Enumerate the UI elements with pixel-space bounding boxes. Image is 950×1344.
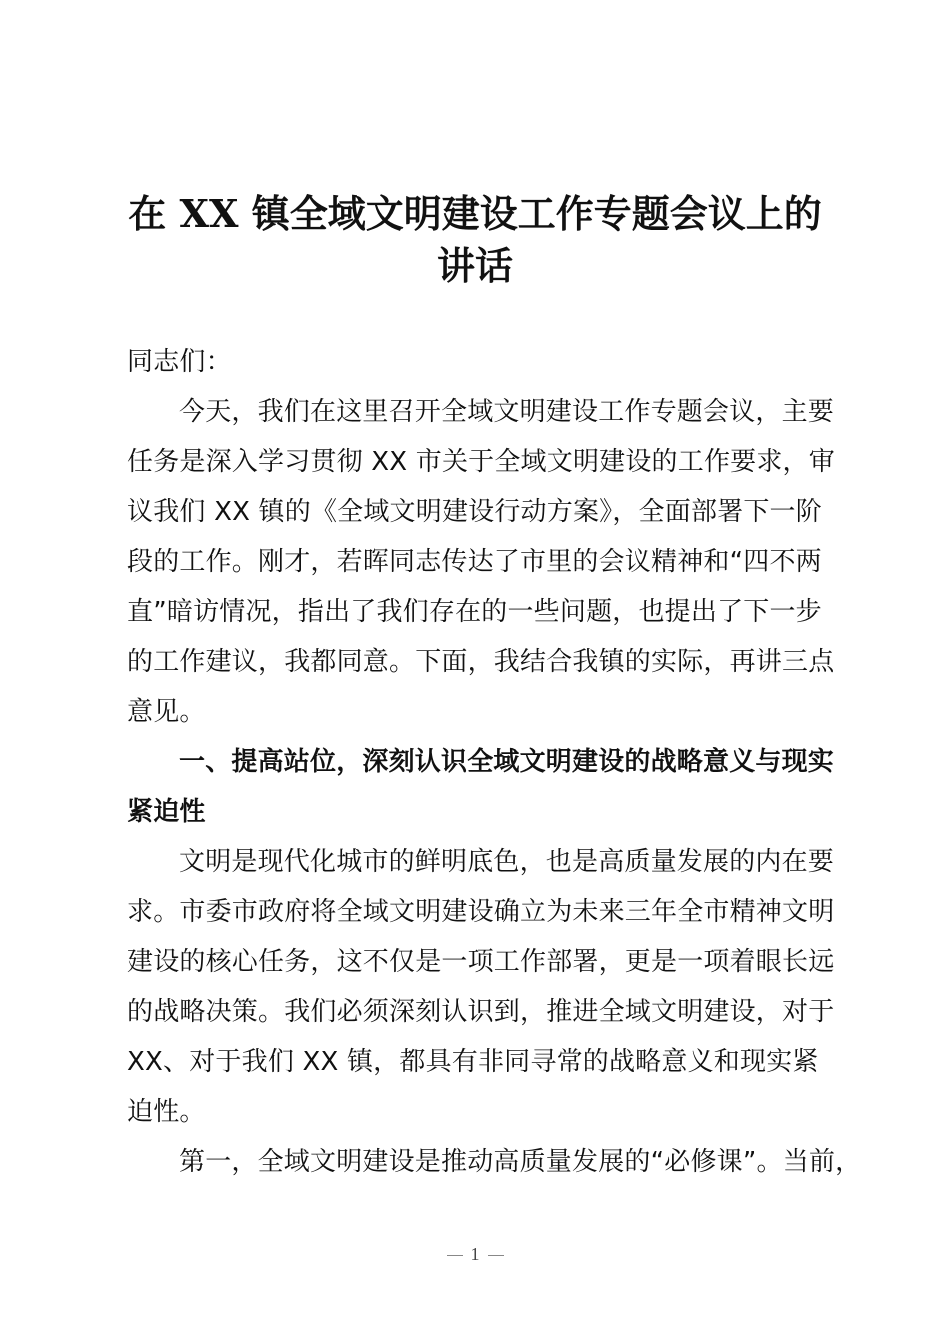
- paragraph-line: 今天，我们在这里召开全域文明建设工作专题会议，主要: [179, 397, 835, 427]
- dash-decoration: [488, 1255, 504, 1256]
- paragraph-line: 任务是深入学习贯彻 XX 市关于全域文明建设的工作要求，审: [127, 447, 835, 477]
- paragraph-line: 段的工作。刚才，若晖同志传达了市里的会议精神和“四不两: [127, 547, 822, 577]
- paragraph-line: 议我们 XX 镇的《全域文明建设行动方案》，全面部署下一阶: [127, 497, 822, 527]
- section-heading: 一、提高站位，深刻认识全域文明建设的战略意义与现实: [179, 747, 835, 777]
- paragraph-line: 求。市委市政府将全域文明建设确立为未来三年全市精神文明: [127, 897, 835, 927]
- paragraph-line: 文明是现代化城市的鲜明底色，也是高质量发展的内在要: [179, 847, 835, 877]
- paragraph-line: 的工作建议，我都同意。下面，我结合我镇的实际，再讲三点: [127, 647, 835, 677]
- page-number: 1: [470, 1244, 480, 1264]
- dash-decoration: [447, 1255, 463, 1256]
- paragraph-line: 直”暗访情况，指出了我们存在的一些问题，也提出了下一步: [127, 597, 822, 627]
- salutation: 同志们：: [127, 347, 232, 377]
- document-title: [110, 188, 840, 292]
- paragraph-line: 迫性。: [127, 1097, 206, 1127]
- title-line-2: 讲话: [436, 243, 513, 288]
- paragraph-line: 建设的核心任务，这不仅是一项工作部署，更是一项着眼长远: [127, 947, 835, 977]
- paragraph-line: XX、对于我们 XX 镇，都具有非同寻常的战略意义和现实紧: [127, 1047, 819, 1077]
- section-heading: 紧迫性: [127, 797, 206, 827]
- paragraph-line: 的战略决策。我们必须深刻认识到，推进全域文明建设，对于: [127, 997, 835, 1027]
- paragraph-line: 意见。: [127, 697, 206, 727]
- paragraph-line: 第一，全域文明建设是推动高质量发展的“必修课”。当前，: [179, 1147, 862, 1177]
- title-line-1: 在 XX 镇全域文明建设工作专题会议上的: [128, 191, 822, 236]
- page-footer: [0, 1244, 950, 1265]
